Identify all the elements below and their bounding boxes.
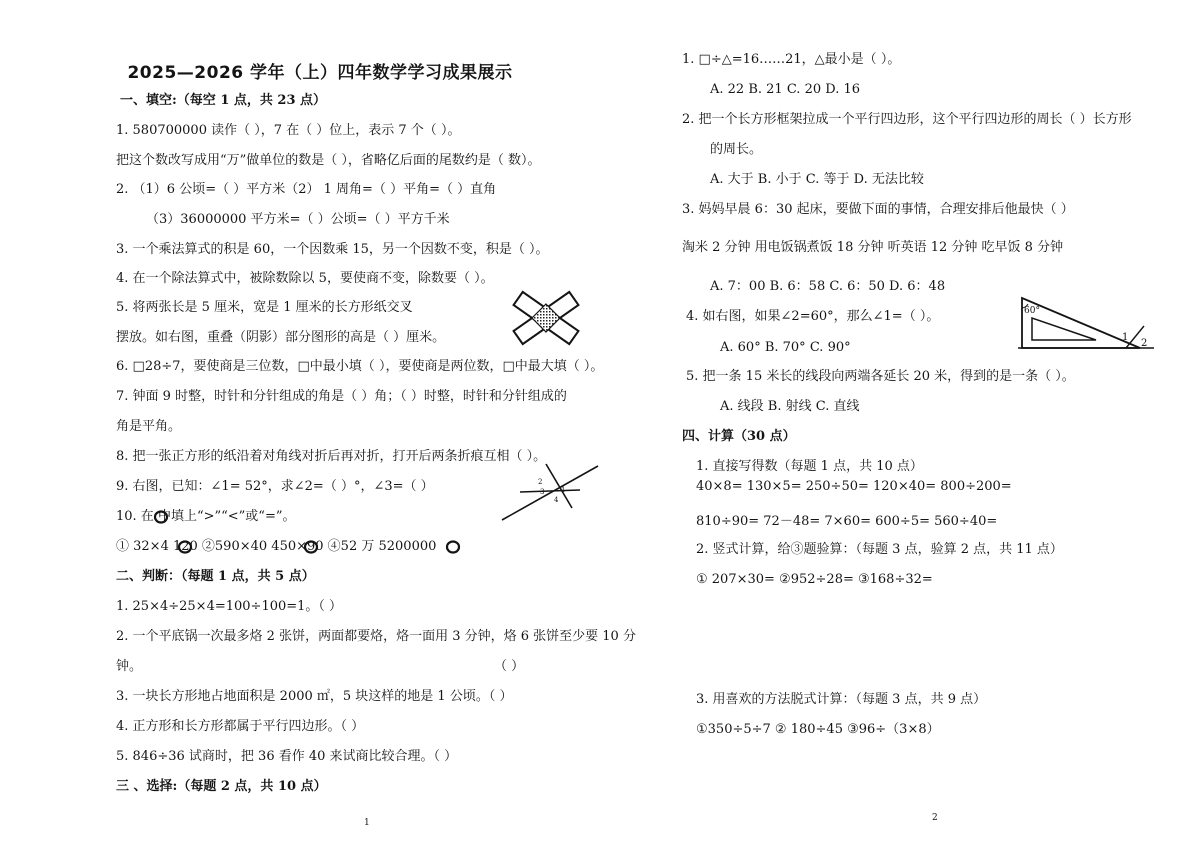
q8: 8. 把一张正方形的纸沿着对角线对折后再对折，打开后两条折痕互相（ ）。	[116, 449, 547, 464]
q2-line1: 2. （1）6 公顷=（ ）平方米（2） 1 周角=（ ）平角=（ ）直角	[116, 182, 497, 197]
q1-line1: 1. 580700000 读作（ ），7 在（ ）位上，表示 7 个（ ）。	[116, 123, 461, 138]
choice-q3: 3. 妈妈早晨 6：30 起床，要做下面的事情，合理安排后他最快（ ）	[682, 202, 1074, 217]
choice-q4-options: A. 60° B. 70° C. 90°	[720, 340, 851, 355]
calc-q3-heading: 3. 用喜欢的方法脱式计算：（每题 3 点，共 9 点）	[696, 692, 987, 707]
page-2	[640, 0, 1200, 849]
angle-label: 4	[554, 496, 559, 504]
judge-q3: 3. 一块长方形地占地面积是 2000 ㎡，5 块这样的地是 1 公顷。（ ）	[116, 689, 513, 704]
choice-q4: 4. 如右图，如果∠2=60°，那么∠1=（ ）。	[686, 309, 940, 324]
section-choice-heading: 三 、选择:（每题 2 点，共 10 点）	[116, 779, 327, 794]
choice-q5-options: A. 线段 B. 射线 C. 直线	[720, 399, 860, 414]
section-fill-heading: 一、填空:（每空 1 点，共 23 点）	[120, 93, 327, 108]
angle-label: 2	[1141, 338, 1148, 349]
calc-q3-items: ①350÷5÷7 ② 180÷45 ③96÷（3×8）	[696, 722, 940, 737]
choice-q3-options: A. 7：00 B. 6：58 C. 6：50 D. 6：48	[710, 279, 946, 294]
choice-q2-options: A. 大于 B. 小于 C. 等于 D. 无法比较	[710, 172, 924, 187]
q4: 4. 在一个除法算式中，被除数除以 5，要使商不变，除数要（ ）。	[116, 271, 494, 286]
choice-q1: 1. □÷△=16……21，△最小是（ ）。	[682, 52, 901, 67]
compare-circle-icon[interactable]	[445, 540, 461, 554]
section-calc-heading: 四、计算（30 点）	[682, 429, 796, 444]
q3: 3. 一个乘法算式的积是 60，一个因数乘 15，另一个因数不变，积是（ ）。	[116, 242, 549, 257]
q7-line1: 7. 钟面 9 时整，时针和分针组成的角是（ ）角；（ ）时整，时针和分针组成的	[116, 389, 567, 404]
angle-label: 1	[1122, 332, 1129, 343]
judge-q4: 4. 正方形和长方形都属于平行四边形。（ ）	[116, 719, 365, 734]
choice-q2-line2: 的周长。	[710, 142, 763, 157]
judge-q2-answer: （ ）	[494, 659, 525, 674]
calc-q1-row2: 810÷90= 72－48= 7×60= 600÷5= 560÷40=	[696, 514, 998, 529]
angle-label: 1	[561, 486, 566, 494]
intersecting-lines-figure	[500, 462, 600, 524]
crossed-rectangles-figure	[510, 290, 582, 346]
page-title: 2025—2026 学年（上）四年数学学习成果展示	[127, 63, 513, 83]
calc-q2-heading: 2. 竖式计算，给③题验算：（每题 3 点，验算 2 点，共 11 点）	[696, 542, 1063, 557]
judge-q1: 1. 25×4÷25×4=100÷100=1。（ ）	[116, 599, 343, 614]
q9: 9. 右图，已知：∠1= 52°，求∠2=（ ）°，∠3=（ ）	[116, 479, 434, 494]
calc-q1-heading: 1. 直接写得数（每题 1 点，共 10 点）	[696, 459, 923, 474]
page-number: 1	[364, 818, 370, 828]
choice-q5: 5. 把一条 15 米长的线段向两端各延长 20 米，得到的是一条（ ）。	[686, 369, 1075, 384]
compare-circle-icon[interactable]	[303, 540, 319, 554]
judge-q5: 5. 846÷36 试商时，把 36 看作 40 来试商比较合理。（ ）	[116, 749, 458, 764]
triangle-ruler-figure	[1018, 294, 1156, 354]
calc-q2-items: ① 207×30= ②952÷28= ③168÷32=	[696, 572, 933, 587]
compare-circle-icon[interactable]	[153, 510, 169, 524]
q5-line1: 5. 将两张长是 5 厘米，宽是 1 厘米的长方形纸交叉	[116, 300, 413, 315]
choice-q2-line1: 2. 把一个长方形框架拉成一个平行四边形，这个平行四边形的周长（ ）长方形	[682, 112, 1132, 127]
q7-line2: 角是平角。	[116, 419, 182, 434]
q6: 6. □28÷7，要使商是三位数，□中最小填（ ），要使商是两位数，□中最大填（ ）。	[116, 359, 604, 374]
q1-line2: 把这个数改写成用“万”做单位的数是（ ），省略亿后面的尾数约是（ 数）。	[116, 153, 541, 168]
q10-items: ① 32×4 120 ②590×40 450×90 ④52 万 5200000	[116, 539, 437, 554]
judge-q2-line1: 2. 一个平底锅一次最多烙 2 张饼，两面都要烙，烙一面用 3 分钟，烙 6 张饼至少要 10 分	[116, 629, 636, 644]
angle-label: 60°	[1024, 306, 1040, 316]
angle-label: 2	[538, 478, 543, 486]
choice-q1-options: A. 22 B. 21 C. 20 D. 16	[710, 82, 861, 97]
angle-label: 3	[540, 488, 545, 496]
section-judge-heading: 二、判断：（每题 1 点，共 5 点）	[116, 569, 315, 584]
q2-line2: （3）36000000 平方米=（ ）公顷=（ ）平方千米	[146, 212, 450, 227]
compare-circle-icon[interactable]	[177, 540, 193, 554]
q10-instruction: 10. 在 中填上“>”“<”或“=”。	[116, 509, 296, 524]
calc-q1-row1: 40×8= 130×5= 250÷50= 120×40= 800÷200=	[696, 479, 1012, 494]
judge-q2-line2: 钟。	[116, 659, 143, 674]
q5-line2: 摆放。如右图，重叠（阴影）部分图形的高是（ ）厘米。	[116, 330, 446, 345]
choice-q3-tasks: 淘米 2 分钟 用电饭锅煮饭 18 分钟 听英语 12 分钟 吃早饭 8 分钟	[682, 240, 1064, 255]
page-number: 2	[932, 813, 938, 823]
